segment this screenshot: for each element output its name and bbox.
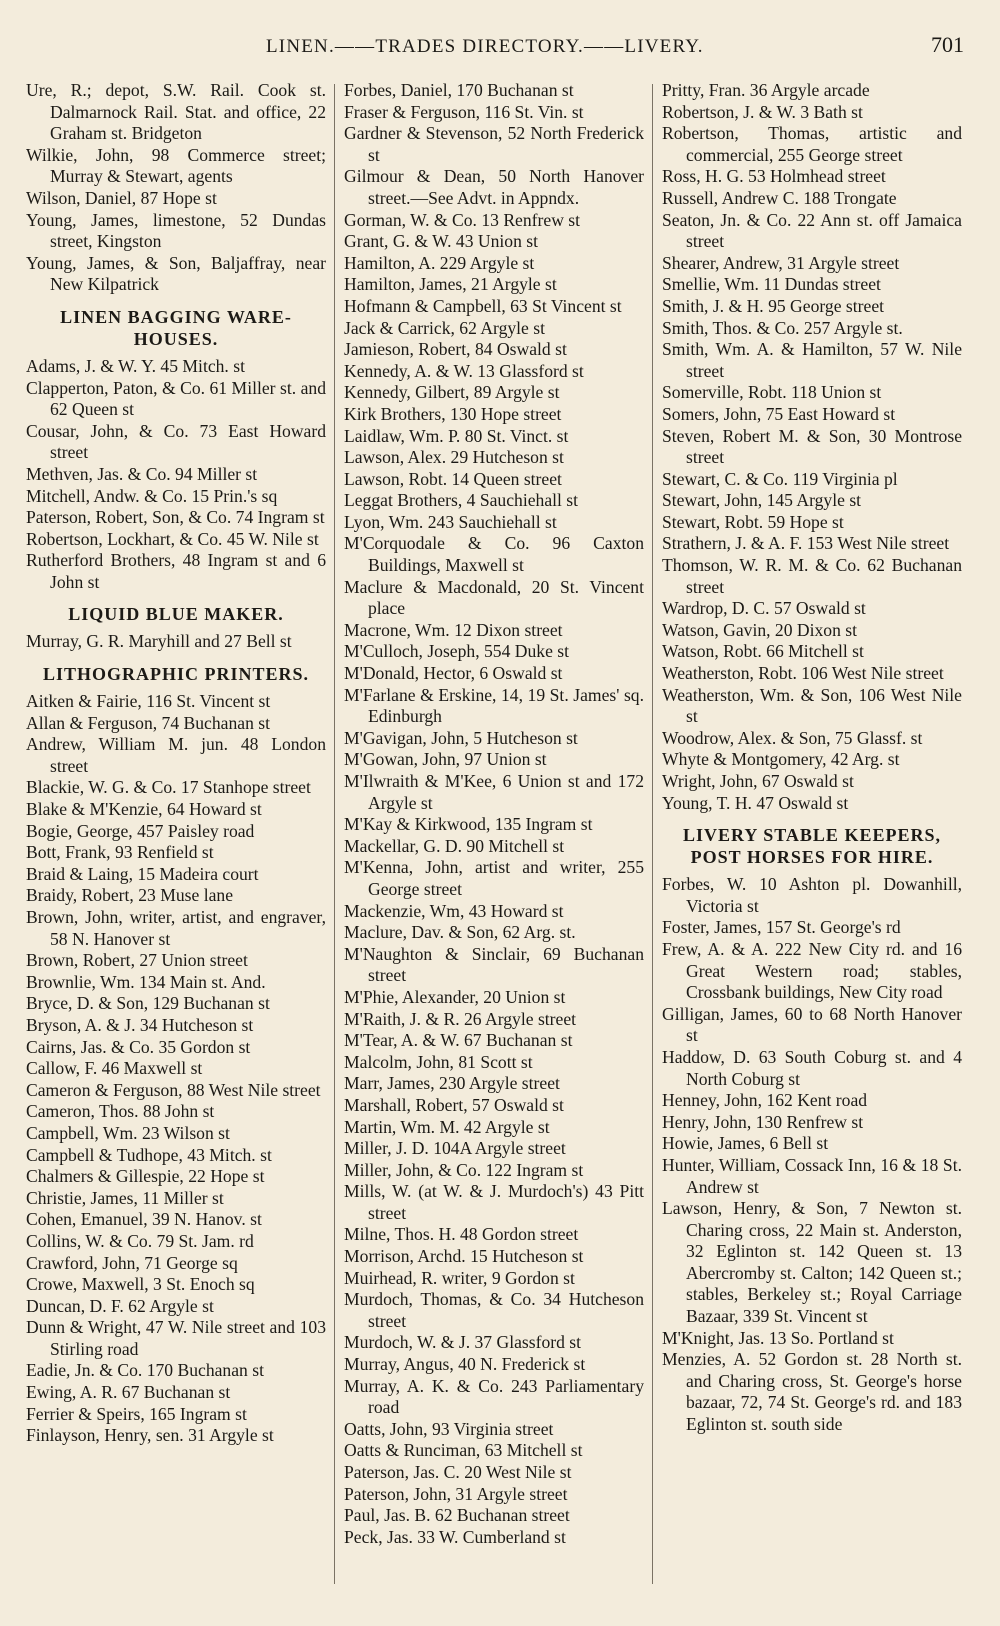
column-2 <box>344 80 644 1600</box>
directory-entry: Wilson, Daniel, 87 Hope st <box>26 187 217 208</box>
directory-entry: M'Raith, J. & R. 26 Argyle street <box>344 1008 577 1029</box>
directory-entry: Muirhead, R. writer, 9 Gordon st <box>344 1267 575 1288</box>
directory-entry: Lawson, Henry, & Son, 7 Newton st. Charing cross, 22 Main st. Anderston, 32 Eglinton st. 142 Queen st. 13 Abercromby st. Calton; 142 Queen st.; stables, Berkeley st.; Royal Carriage Bazaar, 339 St. Vincent st <box>662 1198 962 1327</box>
directory-entry: Aitken & Fairie, 116 St. Vincent st <box>26 691 271 712</box>
directory-entry: Murray, G. R. Maryhill and 27 Bell st <box>26 631 292 652</box>
section-heading: LINEN BAGGING WARE-HOUSES. <box>60 306 292 349</box>
directory-entry: Pritty, Fran. 36 Argyle arcade <box>662 80 870 100</box>
directory-entry: Campbell & Tudhope, 43 Mitch. st <box>26 1144 272 1165</box>
directory-entry: Gilmour & Dean, 50 North Hanover street.—See Advt. in Appndx. <box>344 166 644 208</box>
directory-entry: M'Gavigan, John, 5 Hutcheson st <box>344 727 578 748</box>
directory-entry: Gorman, W. & Co. 13 Renfrew st <box>344 209 581 230</box>
directory-entry: Laidlaw, Wm. P. 80 St. Vinct. st <box>344 425 569 446</box>
directory-entry: Blackie, W. G. & Co. 17 Stanhope street <box>26 777 311 798</box>
directory-entry: M'Tear, A. & W. 67 Buchanan st <box>344 1030 573 1051</box>
directory-entry: Kirk Brothers, 130 Hope street <box>344 403 562 424</box>
section-heading: LIQUID BLUE MAKER. <box>68 604 284 625</box>
directory-entry: Paterson, John, 31 Argyle street <box>344 1483 568 1504</box>
directory-entry: Paul, Jas. B. 62 Buchanan street <box>344 1505 570 1526</box>
directory-entry: Cohen, Emanuel, 39 N. Hanov. st <box>26 1209 262 1230</box>
directory-entry: Weatherston, Robt. 106 West Nile street <box>662 663 944 684</box>
directory-entry: Maclure, Dav. & Son, 62 Arg. st. <box>344 922 576 943</box>
directory-entry: Hunter, William, Cossack Inn, 16 & 18 St. Andrew st <box>662 1154 962 1197</box>
directory-entry: Brownlie, Wm. 134 Main st. And. <box>26 971 266 992</box>
directory-entry: M'Kay & Kirkwood, 135 Ingram st <box>344 814 593 835</box>
directory-entry: Wilkie, John, 98 Commerce street; Murray & Stewart, agents <box>26 144 326 187</box>
directory-entry: Watson, Robt. 66 Mitchell st <box>662 641 864 662</box>
directory-entry: Oatts, John, 93 Virginia street <box>344 1418 554 1439</box>
directory-entry: Marr, James, 230 Argyle street <box>344 1073 560 1094</box>
directory-entry: Leggat Brothers, 4 Sauchiehall st <box>344 490 579 511</box>
column-1 <box>26 80 326 1600</box>
section-heading: LITHOGRAPHIC PRINTERS. <box>42 664 310 685</box>
directory-entry: Young, T. H. 47 Oswald st <box>662 792 849 813</box>
directory-entry: Woodrow, Alex. & Son, 75 Glassf. st <box>662 727 923 748</box>
directory-entry: Adams, J. & W. Y. 45 Mitch. st <box>26 355 245 376</box>
directory-entry: Watson, Gavin, 20 Dixon st <box>662 619 858 640</box>
directory-entry: Lawson, Alex. 29 Hutcheson st <box>344 447 564 468</box>
directory-entry: Menzies, A. 52 Gordon st. 28 North st. and Charing cross, St. George's horse bazaar, 72, 74 St. George's rd. and 183 Eglinton st. south side <box>662 1349 962 1435</box>
directory-entry: Strathern, J. & A. F. 153 West Nile street <box>662 533 950 554</box>
directory-entry: Paterson, Jas. C. 20 West Nile st <box>344 1462 572 1482</box>
directory-entry: Somers, John, 75 East Howard st <box>662 403 896 424</box>
directory-entry: Cousar, John, & Co. 73 East Howard street <box>26 420 326 463</box>
directory-entry: Murray, A. K. & Co. 243 Parliamentary road <box>344 1375 644 1418</box>
directory-entry: M'Kenna, John, artist and writer, 255 George street <box>344 857 644 899</box>
directory-entry: Collins, W. & Co. 79 St. Jam. rd <box>26 1230 254 1251</box>
directory-entry: M'Ilwraith & M'Kee, 6 Union st and 172 Argyle st <box>344 771 644 813</box>
directory-entry: Robertson, J. & W. 3 Bath st <box>662 101 863 122</box>
directory-entry: Methven, Jas. & Co. 94 Miller st <box>26 463 258 484</box>
directory-entry: Mackenzie, Wm, 43 Howard st <box>344 900 564 921</box>
directory-entry: M'Knight, Jas. 13 So. Portland st <box>662 1327 894 1348</box>
directory-entry: Milne, Thos. H. 48 Gordon street <box>344 1224 579 1245</box>
running-head: LINEN.——TRADES DIRECTORY.——LIVERY. <box>266 36 704 57</box>
directory-entry: Crowe, Maxwell, 3 St. Enoch sq <box>26 1274 255 1295</box>
directory-entry: M'Phie, Alexander, 20 Union st <box>344 986 566 1007</box>
directory-entry: Oatts & Runciman, 63 Mitchell st <box>344 1440 583 1461</box>
directory-entry: M'Farlane & Erskine, 14, 19 St. James' sq. Edinburgh <box>344 684 644 727</box>
directory-entry: Fraser & Ferguson, 116 St. Vin. st <box>344 101 584 122</box>
directory-entry: Whyte & Montgomery, 42 Arg. st <box>662 749 900 770</box>
directory-entry: Clapperton, Paton, & Co. 61 Miller st. and 62 Queen st <box>26 377 326 420</box>
directory-entry: M'Culloch, Joseph, 554 Duke st <box>344 641 570 662</box>
directory-entry: Russell, Andrew C. 188 Trongate <box>662 187 897 208</box>
directory-entry: Wright, John, 67 Oswald st <box>662 771 854 791</box>
directory-entry: Miller, J. D. 104A Argyle street <box>344 1138 566 1159</box>
page-number: 701 <box>931 32 964 57</box>
directory-entry: Shearer, Andrew, 31 Argyle street <box>662 252 900 273</box>
directory-entry: Robertson, Thomas, artistic and commercial, 255 George street <box>662 123 962 165</box>
directory-entry: Smith, J. & H. 95 George street <box>662 295 885 316</box>
column-divider <box>652 84 653 1584</box>
directory-entry: Campbell, Wm. 23 Wilson st <box>26 1122 230 1143</box>
directory-entry: Ure, R.; depot, S.W. Rail. Cook st. Dalmarnock Rail. Stat. and office, 22 Graham st. Bridgeton <box>26 80 326 144</box>
directory-entry: Young, James, & Son, Baljaffray, near New Kilpatrick <box>26 252 326 295</box>
directory-entry: Gardner & Stevenson, 52 North Frederick st <box>344 123 644 165</box>
directory-entry: M'Gowan, John, 97 Union st <box>344 749 547 770</box>
directory-entry: Bryce, D. & Son, 129 Buchanan st <box>26 993 270 1014</box>
directory-entry: Jamieson, Robert, 84 Oswald st <box>344 339 567 360</box>
directory-entry: Brown, John, writer, artist, and engraver, 58 N. Hanover st <box>26 907 326 949</box>
directory-entry: Mills, W. (at W. & J. Murdoch's) 43 Pitt street <box>344 1181 644 1223</box>
directory-entry: Braidy, Robert, 23 Muse lane <box>26 885 234 906</box>
directory-entry: Morrison, Archd. 15 Hutcheson st <box>344 1246 584 1267</box>
directory-entry: Somerville, Robt. 118 Union st <box>662 382 882 403</box>
directory-entry: Christie, James, 11 Miller st <box>26 1187 224 1208</box>
directory-entry: Forbes, W. 10 Ashton pl. Dowanhill, Victoria st <box>662 874 962 916</box>
directory-entry: Braid & Laing, 15 Madeira court <box>26 863 259 884</box>
directory-entry: Smellie, Wm. 11 Dundas street <box>662 274 881 295</box>
directory-entry: Smith, Thos. & Co. 257 Argyle st. <box>662 317 903 338</box>
directory-entry: Steven, Robert M. & Son, 30 Montrose street <box>662 425 962 468</box>
directory-entry: Haddow, D. 63 South Coburg st. and 4 North Coburg st <box>662 1046 962 1089</box>
directory-entry: Seaton, Jn. & Co. 22 Ann st. off Jamaica street <box>662 209 962 252</box>
directory-entry: Cameron & Ferguson, 88 West Nile street <box>26 1079 321 1100</box>
directory-entry: Henney, John, 162 Kent road <box>662 1090 868 1111</box>
directory-entry: Rutherford Brothers, 48 Ingram st and 6 John st <box>26 550 326 592</box>
directory-entry: Smith, Wm. A. & Hamilton, 57 W. Nile street <box>662 339 962 381</box>
directory-entry: Grant, G. & W. 43 Union st <box>344 231 539 252</box>
directory-entry: Foster, James, 157 St. George's rd <box>662 917 901 938</box>
directory-entry: Allan & Ferguson, 74 Buchanan st <box>26 712 271 733</box>
directory-entry: Gilligan, James, 60 to 68 North Hanover st <box>662 1003 962 1046</box>
directory-entry: Wardrop, D. C. 57 Oswald st <box>662 598 866 619</box>
directory-entry: Finlayson, Henry, sen. 31 Argyle st <box>26 1425 274 1446</box>
directory-entry: Maclure & Macdonald, 20 St. Vincent place <box>344 576 644 619</box>
directory-entry: Crawford, John, 71 George sq <box>26 1252 238 1273</box>
directory-entry: Macrone, Wm. 12 Dixon street <box>344 619 563 640</box>
directory-entry: Stewart, John, 145 Argyle st <box>662 490 862 511</box>
page-header <box>24 32 964 62</box>
directory-entry: Bott, Frank, 93 Renfield st <box>26 842 214 863</box>
directory-entry: M'Corquodale & Co. 96 Caxton Buildings, Maxwell st <box>344 533 644 576</box>
directory-entry: Kennedy, Gilbert, 89 Argyle st <box>344 382 560 403</box>
directory-entry: Thomson, W. R. M. & Co. 62 Buchanan street <box>662 555 962 597</box>
directory-entry: Duncan, D. F. 62 Argyle st <box>26 1295 214 1316</box>
directory-entry: Marshall, Robert, 57 Oswald st <box>344 1094 564 1115</box>
directory-entry: Ross, H. G. 53 Holmhead street <box>662 166 886 187</box>
directory-entry: Cairns, Jas. & Co. 35 Gordon st <box>26 1036 251 1057</box>
column-3 <box>662 80 962 1600</box>
directory-entry: Murray, Angus, 40 N. Frederick st <box>344 1354 586 1375</box>
directory-entry: M'Donald, Hector, 6 Oswald st <box>344 663 563 684</box>
directory-entry: Weatherston, Wm. & Son, 106 West Nile st <box>662 684 962 727</box>
directory-entry: Lawson, Robt. 14 Queen street <box>344 468 562 489</box>
directory-entry: Paterson, Robert, Son, & Co. 74 Ingram st <box>26 507 325 528</box>
directory-entry: Robertson, Lockhart, & Co. 45 W. Nile st <box>26 528 319 549</box>
directory-entry: Dunn & Wright, 47 W. Nile street and 103 Stirling road <box>26 1317 326 1359</box>
directory-entry: Ferrier & Speirs, 165 Ingram st <box>26 1403 247 1424</box>
directory-entry: Frew, A. & A. 222 New City rd. and 16 Great Western road; stables, Crossbank buildings, New City road <box>662 938 962 1003</box>
directory-entry: Stewart, C. & Co. 119 Virginia pl <box>662 468 898 489</box>
directory-entry: Bogie, George, 457 Paisley road <box>26 820 255 841</box>
column-divider <box>334 84 335 1584</box>
directory-entry: Hamilton, A. 229 Argyle st <box>344 252 535 273</box>
directory-entry: Murdoch, W. & J. 37 Glassford st <box>344 1332 582 1353</box>
directory-entry: Mackellar, G. D. 90 Mitchell st <box>344 835 565 856</box>
directory-entry: Jack & Carrick, 62 Argyle st <box>344 317 545 338</box>
directory-entry: Andrew, William M. jun. 48 London street <box>26 734 326 776</box>
directory-entry: Chalmers & Gillespie, 22 Hope st <box>26 1166 265 1187</box>
directory-entry: Howie, James, 6 Bell st <box>662 1133 829 1154</box>
directory-entry: Miller, John, & Co. 122 Ingram st <box>344 1159 584 1180</box>
directory-entry: Murdoch, Thomas, & Co. 34 Hutcheson street <box>344 1289 644 1331</box>
directory-entry: Young, James, limestone, 52 Dundas street, Kingston <box>26 209 326 252</box>
directory-entry: Blake & M'Kenzie, 64 Howard st <box>26 799 262 820</box>
directory-entry: Peck, Jas. 33 W. Cumberland st <box>344 1526 566 1547</box>
directory-entry: Callow, F. 46 Maxwell st <box>26 1058 203 1079</box>
directory-entry: Bryson, A. & J. 34 Hutcheson st <box>26 1014 254 1035</box>
directory-entry: Hofmann & Campbell, 63 St Vincent st <box>344 295 622 316</box>
directory-entry: Lyon, Wm. 243 Sauchiehall st <box>344 511 557 532</box>
directory-entry: Eadie, Jn. & Co. 170 Buchanan st <box>26 1360 264 1381</box>
directory-entry: Hamilton, James, 21 Argyle st <box>344 274 557 295</box>
directory-entry: Brown, Robert, 27 Union street <box>26 950 248 971</box>
directory-entry: M'Naughton & Sinclair, 69 Buchanan street <box>344 943 644 986</box>
directory-entry: Malcolm, John, 81 Scott st <box>344 1051 533 1072</box>
directory-entry: Henry, John, 130 Renfrew st <box>662 1111 864 1132</box>
directory-entry: Ewing, A. R. 67 Buchanan st <box>26 1382 231 1403</box>
directory-entry: Stewart, Robt. 59 Hope st <box>662 511 844 532</box>
directory-entry: Forbes, Daniel, 170 Buchanan st <box>344 80 574 100</box>
section-heading: LIVERY STABLE KEEPERS, POST HORSES FOR HIRE. <box>683 825 941 868</box>
directory-entry: Martin, Wm. M. 42 Argyle st <box>344 1116 550 1137</box>
directory-entry: Mitchell, Andw. & Co. 15 Prin.'s sq <box>26 485 278 506</box>
directory-entry: Cameron, Thos. 88 John st <box>26 1101 215 1122</box>
directory-entry: Kennedy, A. & W. 13 Glassford st <box>344 360 584 381</box>
